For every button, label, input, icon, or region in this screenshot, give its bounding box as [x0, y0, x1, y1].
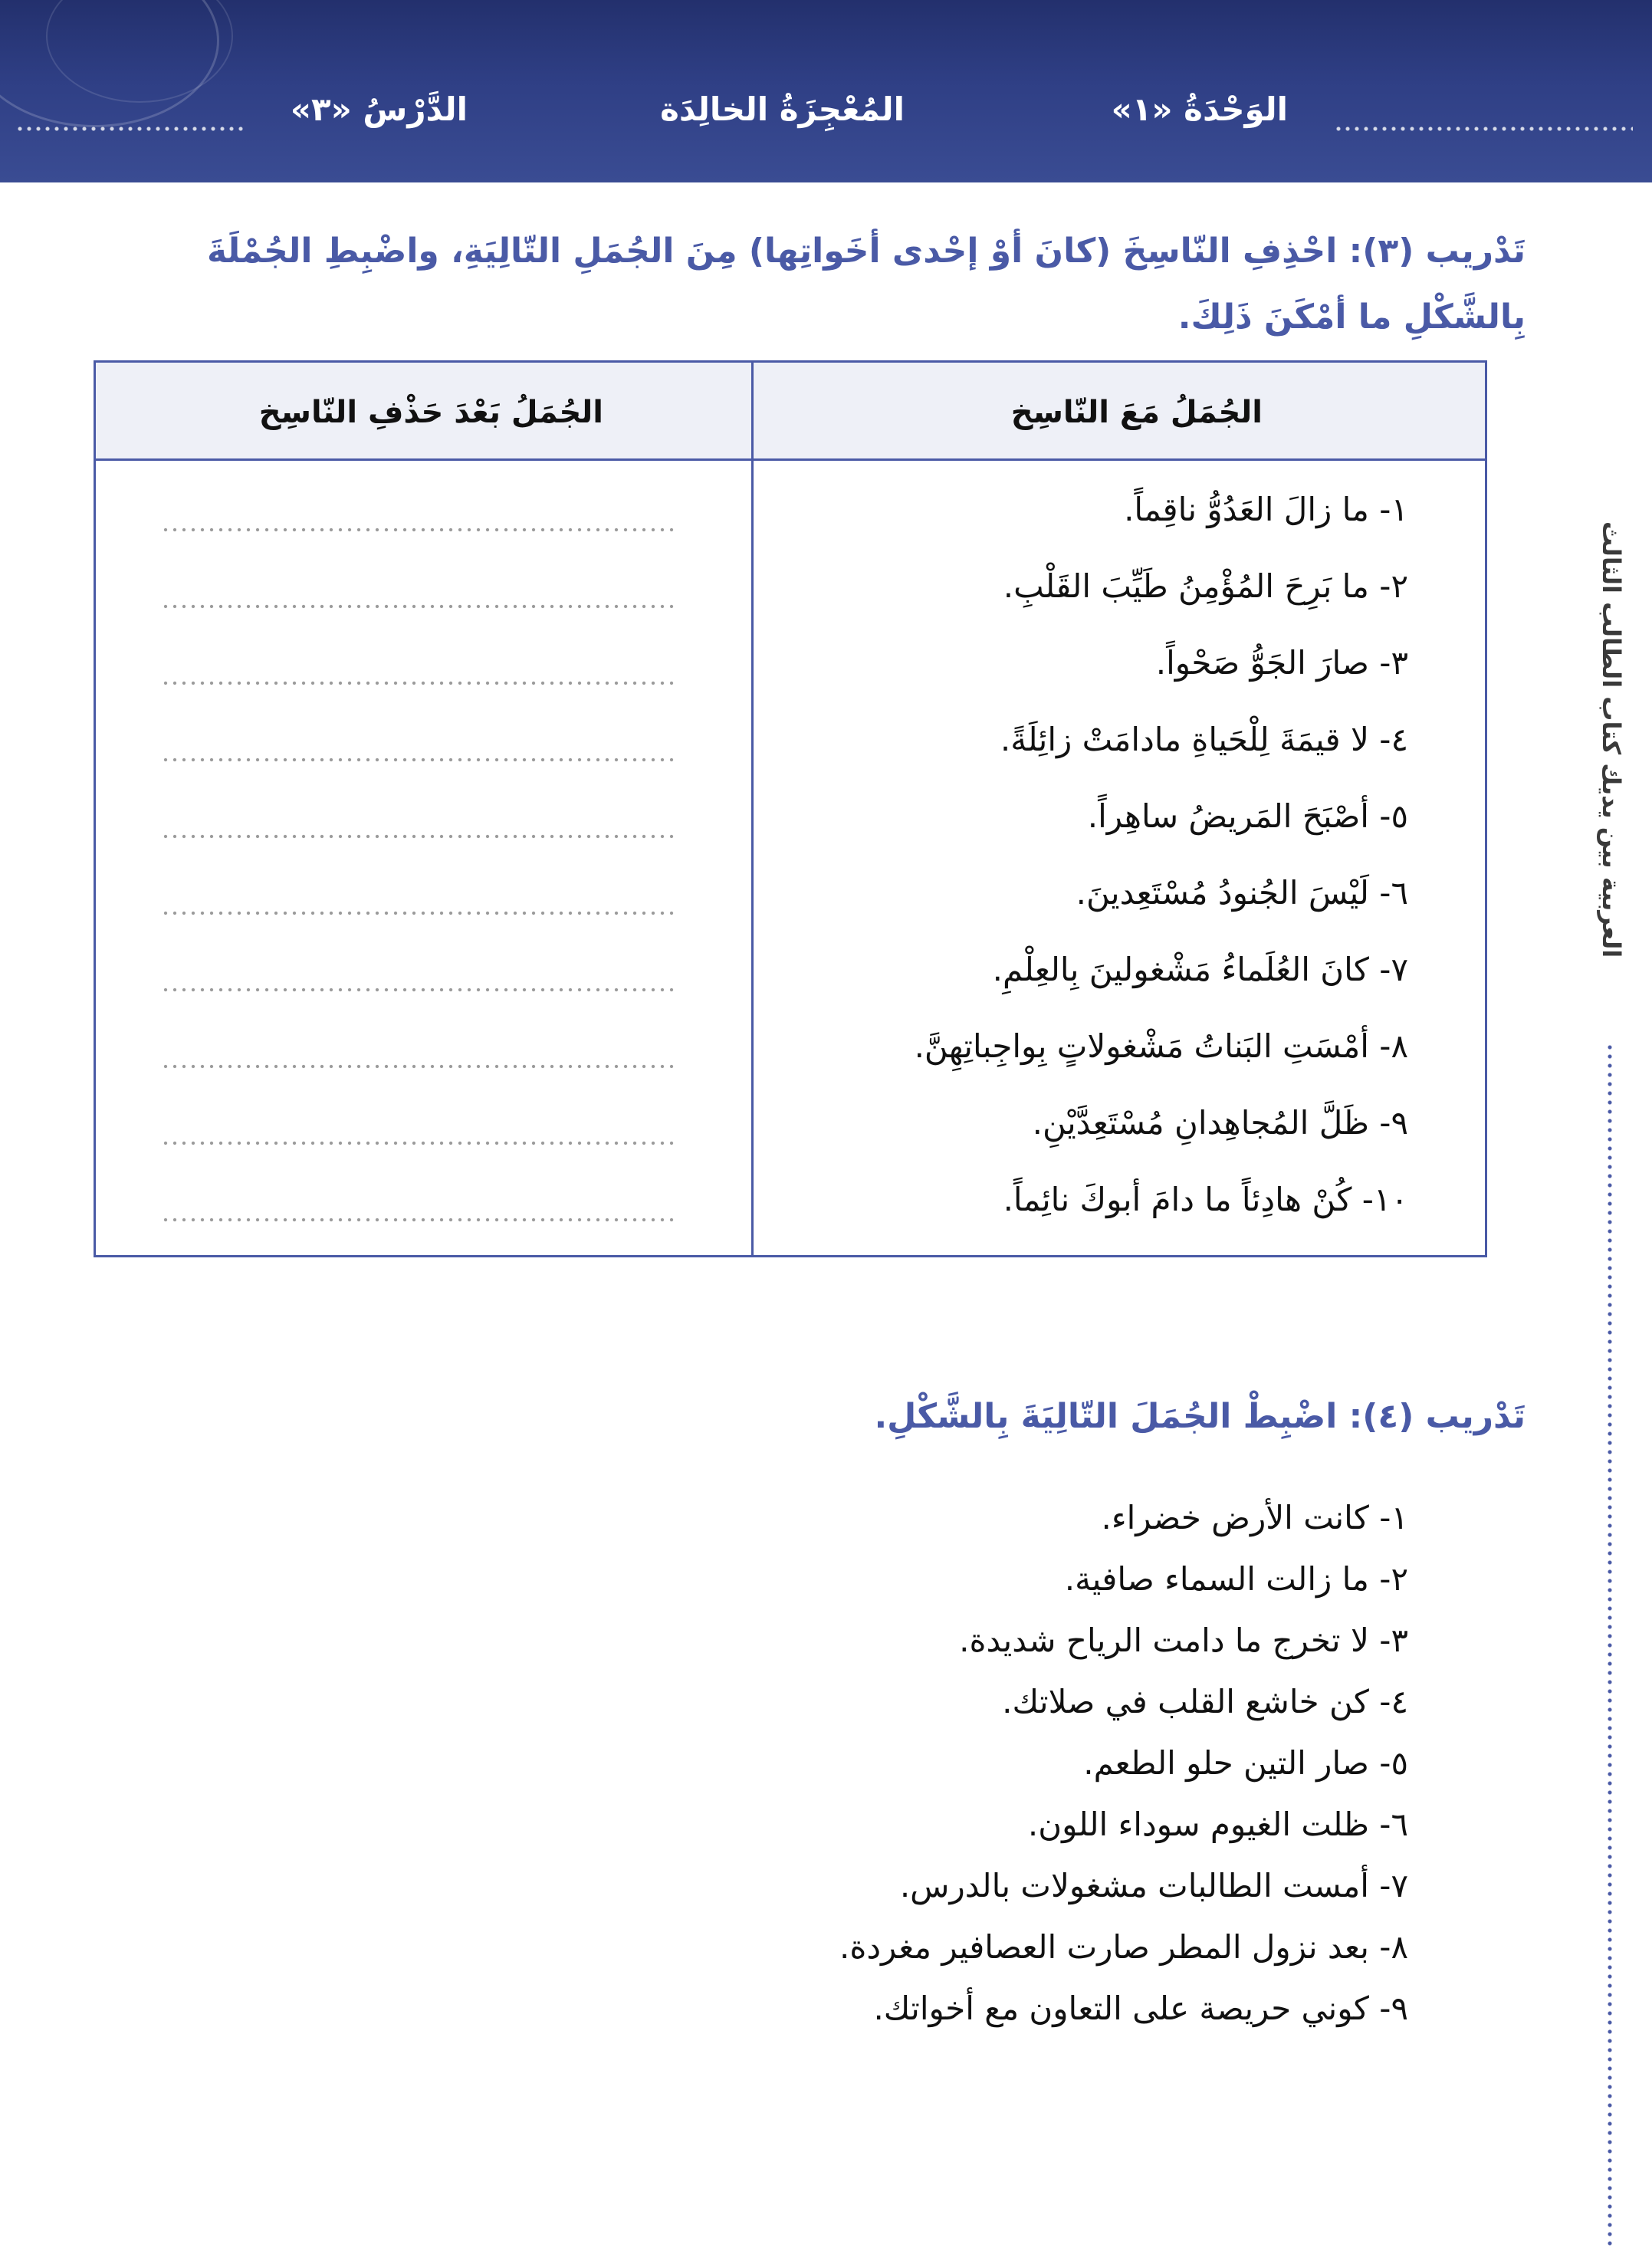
side-dots: [1606, 1043, 1614, 2246]
answer-line[interactable]: [161, 681, 675, 685]
book-title-vertical: العربية بين يديك كتاب الطالب الثالث: [1597, 521, 1626, 958]
answer-line[interactable]: [161, 527, 675, 532]
table-row: ١- ما زالَ العَدُوُّ ناقِماً.: [1124, 491, 1408, 528]
table-row: ٩- ظَلَّ المُجاهِدانِ مُسْتَعِدَّيْنِ.: [1032, 1104, 1408, 1142]
table-row: ٧- كانَ العُلَماءُ مَشْغولينَ بِالعِلْمِ.: [992, 951, 1408, 988]
lesson-label: الدَّرْسُ «٣»: [290, 90, 468, 128]
answer-line[interactable]: [161, 1064, 675, 1069]
answer-line[interactable]: [161, 604, 675, 609]
list-item: ٩- كوني حريصة على التعاون مع أخواتك.: [873, 1990, 1408, 2027]
answer-line[interactable]: [161, 1218, 675, 1222]
exercise3-title-line1: تَدْريب (٣): احْذِفِ النّاسِخَ (كانَ أوْ إحْدى أخَواتِها) مِنَ الجُمَلِ التّالِيَةِ، واضْبِطِ الجُمْلَةَ: [206, 232, 1526, 271]
table-row: ٤- لا قيمَةَ لِلْحَياةِ مادامَتْ زائِلَةً.: [1000, 721, 1408, 758]
list-item: ٢- ما زالت السماء صافية.: [1064, 1560, 1408, 1598]
header-dots-right: [1334, 124, 1633, 133]
list-item: ٤- كن خاشع القلب في صلاتك.: [1002, 1683, 1408, 1720]
column-divider: [751, 363, 754, 1255]
column-head-with-nasikh: الجُمَلُ مَعَ النّاسِخ: [1010, 395, 1263, 430]
header-dots-left: [15, 124, 245, 133]
exercise4-title: تَدْريب (٤): اضْبِطْ الجُمَلَ التّالِيَةَ بِالشَّكْلِ.: [874, 1397, 1526, 1436]
list-item: ٥- صار التين حلو الطعم.: [1083, 1744, 1408, 1782]
table-row: ٥- أصْبَحَ المَريضُ ساهِراً.: [1087, 797, 1408, 835]
table-row: ١٠- كُنْ هادِئاً ما دامَ أبوكَ نائِماً.: [1003, 1181, 1408, 1218]
answer-line[interactable]: [161, 987, 675, 992]
answer-line[interactable]: [161, 911, 675, 915]
page-header: [0, 0, 1652, 182]
table-row: ٢- ما بَرِحَ المُؤْمِنُ طَيِّبَ القَلْبِ.: [1003, 567, 1408, 605]
list-item: ٣- لا تخرج ما دامت الرياح شديدة.: [959, 1622, 1408, 1659]
unit-title: المُعْجِزَةُ الخالِدَة: [660, 90, 905, 128]
list-item: ٧- أمست الطالبات مشغولات بالدرس.: [899, 1867, 1408, 1904]
exercise3-title-line2: بِالشَّكْلِ ما أمْكَنَ ذَلِكَ.: [1177, 297, 1526, 337]
answer-line[interactable]: [161, 757, 675, 762]
table-row: ٦- لَيْسَ الجُنودُ مُسْتَعِدينَ.: [1076, 874, 1408, 912]
column-head-without-nasikh: الجُمَلُ بَعْدَ حَذْفِ النّاسِخ: [258, 395, 603, 430]
table-row: ٣- صارَ الجَوُّ صَحْواً.: [1155, 644, 1408, 682]
list-item: ٦- ظلت الغيوم سوداء اللون.: [1027, 1806, 1408, 1843]
answer-line[interactable]: [161, 1141, 675, 1145]
answer-line[interactable]: [161, 834, 675, 839]
unit-label: الوَحْدَةُ «١»: [1111, 90, 1288, 128]
list-item: ١- كانت الأرض خضراء.: [1101, 1499, 1408, 1536]
table-row: ٨- أمْسَتِ البَناتُ مَشْغولاتٍ بِواجِباتِهِنَّ.: [914, 1027, 1408, 1065]
list-item: ٨- بعد نزول المطر صارت العصافير مغردة.: [839, 1928, 1408, 1966]
